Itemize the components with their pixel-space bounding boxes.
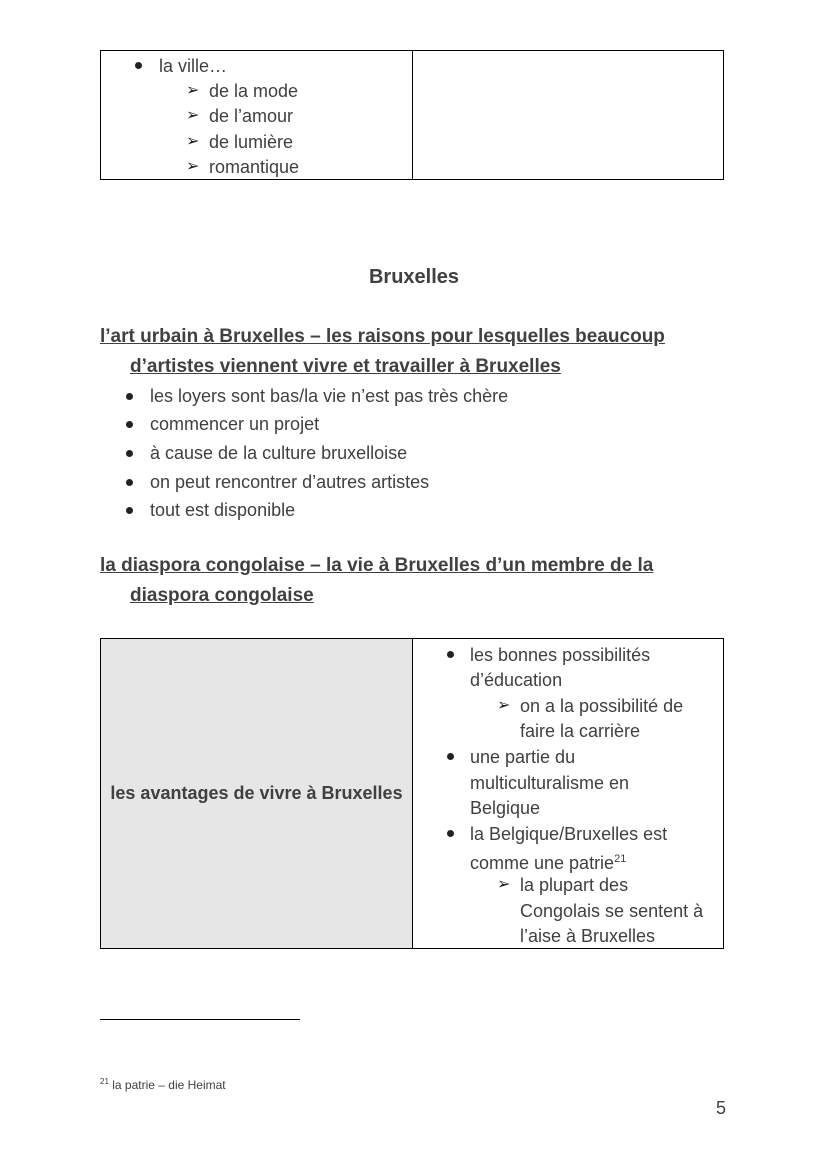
sub-list-item: de la mode (209, 81, 299, 101)
arrow-bullet-icon: ➢ (186, 82, 200, 99)
list-item: tout est disponible (150, 500, 296, 520)
sub-list-item-line: Congolais se sentent à (520, 901, 704, 921)
sub-list-item-line: faire la carrière (520, 721, 641, 741)
list-item: commencer un projet (150, 414, 320, 434)
list-item-line: multiculturalisme en (470, 773, 630, 793)
list-item-line: Belgique (470, 798, 541, 818)
bullet-icon (126, 507, 133, 514)
list-item-line: d’éducation (470, 670, 563, 690)
sub-list-item: de l’amour (209, 106, 294, 126)
arrow-bullet-icon: ➢ (186, 133, 200, 150)
footnote-separator (100, 1019, 300, 1020)
bullet-icon (447, 753, 454, 760)
sub-list-item-line: on a la possibilité de (520, 696, 684, 716)
bullet-icon (447, 651, 454, 658)
art-heading-line2: d’artistes viennent vivre et travailler à Bruxelles (130, 356, 561, 377)
top-table-right-cell (413, 51, 723, 179)
list-item: à cause de la culture bruxelloise (150, 443, 408, 463)
arrow-bullet-icon: ➢ (186, 107, 200, 124)
diaspora-heading-line1: la diaspora congolaise – la vie à Bruxelles d’un membre de la (100, 555, 654, 576)
list-item-line: les bonnes possibilités (470, 645, 651, 665)
footnote-number: 21 (100, 1077, 109, 1086)
bullet-icon (126, 421, 133, 428)
list-item-text: comme une patrie (470, 853, 615, 873)
list-item-line: la Belgique/Bruxelles est (470, 824, 668, 844)
list-item: la ville… (159, 56, 228, 76)
diaspora-heading-line2: diaspora congolaise (130, 585, 314, 606)
footnote-reference: 21 (614, 853, 627, 865)
arrow-bullet-icon: ➢ (497, 876, 511, 893)
bullet-icon (447, 830, 454, 837)
sub-list-item: de lumière (209, 132, 294, 152)
advantages-table (100, 638, 724, 949)
advantages-list-cell (413, 639, 723, 948)
sub-list-item: romantique (209, 157, 300, 177)
sub-list-item-line: la plupart des (520, 875, 629, 895)
footnote-text: la patrie – die Heimat (112, 1078, 226, 1092)
bullet-icon (126, 450, 133, 457)
art-heading-line1: l’art urbain à Bruxelles – les raisons pour lesquelles beaucoup (100, 326, 665, 347)
list-item: on peut rencontrer d’autres artistes (150, 472, 430, 492)
arrow-bullet-icon: ➢ (497, 697, 511, 714)
page-number: 5 (716, 1098, 727, 1118)
footnote (100, 1077, 226, 1092)
advantages-label: les avantages de vivre à Bruxelles (110, 783, 403, 803)
list-item-line: une partie du (470, 747, 576, 767)
bullet-icon (126, 479, 133, 486)
top-table-left-cell (101, 51, 413, 179)
list-item: les loyers sont bas/la vie n’est pas très chère (150, 386, 509, 406)
section-title: Bruxelles (368, 266, 460, 288)
advantages-label-cell (101, 639, 413, 948)
bullet-icon (135, 62, 142, 69)
arrow-bullet-icon: ➢ (186, 158, 200, 175)
top-table (100, 50, 724, 180)
bullet-icon (126, 393, 133, 400)
sub-list-item-line: l’aise à Bruxelles (520, 926, 656, 946)
